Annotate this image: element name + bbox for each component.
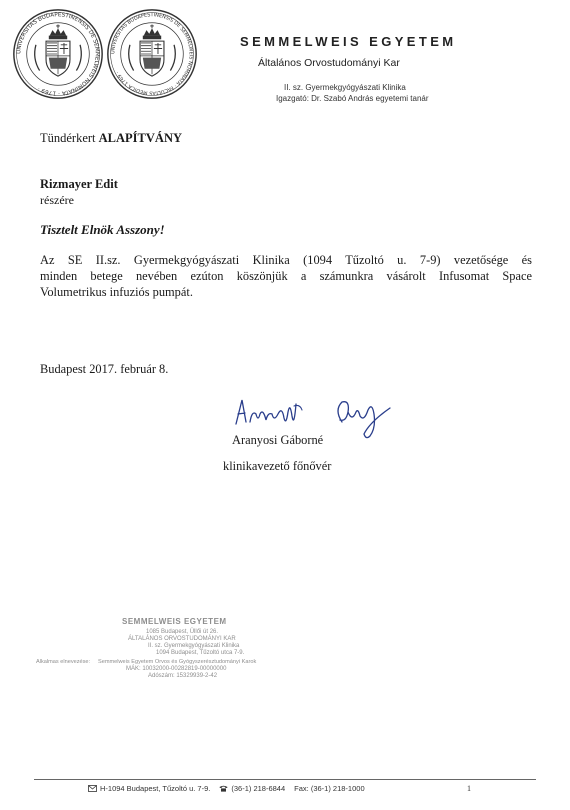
recipient-organization <box>40 131 182 146</box>
stamp-line-5: Semmelweis Egyetem Orvos és Gyógyszerésztudományi Karok <box>98 659 257 665</box>
signer-name: Aranyosi Gáborné <box>232 433 324 447</box>
page-number: 1 <box>467 784 471 793</box>
footer-contact <box>88 784 365 793</box>
recipient-for: részére <box>40 193 74 207</box>
stamp-line-2: ÁLTALÁNOS ORVOSTUDOMÁNYI KAR <box>128 636 236 642</box>
envelope-icon <box>88 785 97 792</box>
university-seal-right <box>106 8 198 100</box>
salutation: Tisztelt Elnök Asszony! <box>40 222 165 237</box>
footer-divider <box>34 779 536 780</box>
faculty-name: Általános Orvostudományi Kar <box>258 57 400 69</box>
stamp-line-1: 1085 Budapest, Üllői út 26. <box>146 629 219 635</box>
stamp-label: Alkalmas elnevezése: <box>36 659 91 665</box>
recipient-org-prefix: Tündérkert <box>40 131 96 145</box>
stamp-line-3: II. sz. Gyermekgyógyászati Klinika <box>148 643 240 649</box>
date-line: Budapest 2017. február 8. <box>40 362 169 376</box>
body-line-2: minden betege nevében ezúton köszönjük a számunkra vásárolt Infusomat Space <box>40 269 532 283</box>
signer-title: klinikavezető főnővér <box>223 459 332 473</box>
clinic-name: II. sz. Gyermekgyógyászati Klinika <box>284 83 406 92</box>
footer-fax: Fax: (36-1) 218-1000 <box>294 784 365 793</box>
footer-address: H-1094 Budapest, Tűzoltó u. 7-9. <box>100 784 211 793</box>
university-seal-left <box>12 8 104 100</box>
telephone-icon <box>219 785 228 792</box>
body-line-3: Volumetrikus infuziós pumpát. <box>40 285 193 299</box>
stamp-line-4: 1094 Budapest, Tűzoltó utca 7-9. <box>156 650 245 656</box>
recipient-name: Rizmayer Edit <box>40 177 118 191</box>
institution-stamp <box>36 618 306 708</box>
footer-phone: (36-1) 218-6844 <box>231 784 286 793</box>
director-line: Igazgató: Dr. Szabó András egyetemi tanár <box>276 94 429 103</box>
seal-left-text: UNIVERSITAS BUDAPESTINENSIS DE SEMMELWEIS NOMINATA · 1769 · <box>16 12 100 96</box>
body-paragraph <box>40 252 532 300</box>
stamp-title: SEMMELWEIS EGYETEM <box>122 617 227 626</box>
body-line-1: Az SE II.sz. Gyermekgyógyászati Klinika (1094 Tűzoltó u. 7-9) vezetősége és <box>40 253 532 267</box>
stamp-line-7: Adószám: 15329939-2-42 <box>148 673 218 679</box>
stamp-line-6: MÁK: 10032000-00282819-00000000 <box>126 666 227 672</box>
recipient-org-name: ALAPÍTVÁNY <box>98 131 182 145</box>
seal-right-text: UNIVERSITAS BUDAPESTINENSIS DE SEMMELWEIS NOMINATA · FACULTAS MEDICA 1769 · <box>110 12 194 96</box>
university-name: SEMMELWEIS EGYETEM <box>240 34 457 49</box>
